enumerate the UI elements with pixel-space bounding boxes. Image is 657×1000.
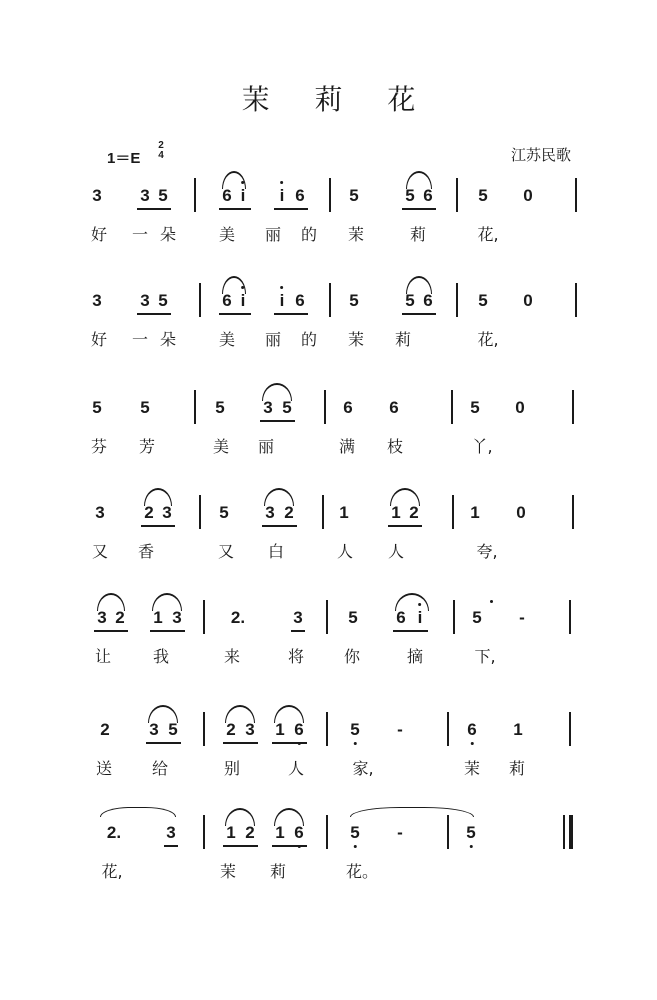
lyric: 摘 — [406, 647, 424, 666]
note: 6 — [222, 186, 232, 205]
note: 6 — [222, 291, 232, 310]
lyric: 花, — [101, 862, 123, 881]
note: 5 — [168, 720, 178, 739]
time-sig-denominator: 4 — [158, 150, 164, 161]
lyric: 又 — [91, 542, 109, 561]
note: 1 — [391, 503, 401, 522]
barline — [456, 178, 458, 212]
note: 6 — [467, 720, 476, 740]
note: - — [519, 608, 525, 627]
lyric: 枝 — [386, 437, 404, 456]
note: 6 — [295, 291, 305, 310]
note: 5 — [470, 398, 480, 417]
note: 2 — [284, 503, 294, 522]
note: - — [397, 823, 403, 842]
note: 5 — [350, 720, 359, 740]
note: 3 — [92, 186, 102, 205]
note: 3 — [149, 720, 159, 739]
note: 1 — [470, 503, 480, 522]
eighth-beam — [223, 742, 258, 744]
note: 1 — [339, 503, 349, 522]
eighth-beam — [393, 630, 428, 632]
lyric: 家, — [352, 759, 374, 778]
lyric: 丫, — [471, 437, 493, 456]
lyric: 人 — [336, 542, 354, 561]
lyric: 莉 — [394, 330, 412, 349]
final-barline-thick — [569, 815, 573, 849]
note: 3 — [92, 291, 102, 310]
barline — [326, 712, 328, 746]
eighth-beam — [94, 630, 128, 632]
lyric: 美 — [218, 225, 236, 244]
lyric: 莉 — [409, 225, 427, 244]
lyric: 你 — [343, 647, 361, 666]
lyric: 香 — [137, 542, 155, 561]
barline — [326, 815, 328, 849]
staccato-dot — [490, 600, 493, 603]
lyric: 好 — [90, 330, 108, 349]
note: 3 — [263, 398, 273, 417]
note: 6 — [423, 291, 433, 310]
lyric: 莉 — [269, 862, 287, 881]
note: 5 — [405, 291, 415, 310]
barline — [329, 178, 331, 212]
lyric: 别 — [223, 759, 241, 778]
lyric: 茉 — [347, 225, 365, 244]
score-row-7 — [0, 815, 657, 935]
score-row-1 — [0, 178, 657, 298]
note: 6 — [396, 608, 406, 627]
note: 1 — [513, 720, 523, 739]
barline — [575, 178, 577, 212]
note: 6 — [294, 823, 303, 843]
final-barline-thin — [563, 815, 565, 849]
lyric: 茉 — [463, 759, 481, 778]
note: i — [280, 291, 285, 311]
note: 5 — [158, 186, 168, 205]
lyric: 将 — [287, 647, 305, 666]
eighth-beam — [137, 313, 171, 315]
barline — [569, 600, 571, 634]
lyric: 一朵 — [131, 330, 189, 349]
note: 2 — [100, 720, 110, 739]
score-row-5 — [0, 600, 657, 720]
lyric: 花。 — [345, 862, 379, 881]
score-row-6 — [0, 712, 657, 832]
lyric: 丽的 — [264, 330, 338, 349]
lyric: 让 — [94, 647, 112, 666]
score-row-4 — [0, 495, 657, 615]
note: 3 — [162, 503, 172, 522]
lyric: 又 — [217, 542, 235, 561]
barline — [569, 712, 571, 746]
note: 5 — [478, 186, 488, 205]
lyric: 莉 — [508, 759, 526, 778]
barline — [194, 178, 196, 212]
lyric: 来 — [223, 647, 241, 666]
note: 2 — [226, 720, 236, 739]
note: 3 — [293, 608, 303, 627]
note: 2 — [245, 823, 255, 842]
lyric: 茉 — [219, 862, 237, 881]
song-origin: 江苏民歌 — [511, 146, 572, 164]
lyric: 美 — [218, 330, 236, 349]
barline — [447, 712, 449, 746]
lyric: 人 — [287, 759, 305, 778]
eighth-beam — [223, 845, 258, 847]
lyric: 花, — [477, 225, 499, 244]
lyric: 夸, — [476, 542, 498, 561]
note: 0 — [523, 186, 533, 205]
barline — [199, 495, 201, 529]
note: 2. — [106, 823, 122, 842]
eighth-beam — [141, 525, 175, 527]
eighth-beam — [219, 208, 251, 210]
barline — [203, 712, 205, 746]
eighth-beam — [164, 845, 178, 847]
eighth-beam — [150, 630, 185, 632]
key-signature: 1＝E — [107, 150, 141, 167]
note: - — [397, 720, 403, 739]
eighth-beam — [402, 208, 436, 210]
note: 3 — [140, 291, 150, 310]
note: 5 — [405, 186, 415, 205]
note: 6 — [389, 398, 399, 417]
note: 5 — [158, 291, 168, 310]
lyric: 给 — [151, 759, 169, 778]
eighth-beam — [146, 742, 181, 744]
score-row-3 — [0, 390, 657, 510]
note: 2 — [144, 503, 154, 522]
barline — [329, 283, 331, 317]
eighth-beam — [291, 630, 305, 632]
eighth-beam — [272, 845, 307, 847]
lyric: 茉 — [347, 330, 365, 349]
barline — [326, 600, 328, 634]
barline — [324, 390, 326, 424]
lyric: 丽 — [257, 437, 275, 456]
note: 5 — [92, 398, 102, 417]
barline — [575, 283, 577, 317]
lyric: 我 — [152, 647, 170, 666]
lyric: 满 — [338, 437, 356, 456]
note: 5 — [466, 823, 475, 843]
note: 3 — [95, 503, 105, 522]
eighth-beam — [274, 208, 308, 210]
barline — [456, 283, 458, 317]
lyric: 送 — [95, 759, 113, 778]
note: 0 — [515, 398, 525, 417]
note: 0 — [523, 291, 533, 310]
lyric: 白 — [267, 542, 285, 561]
note: 6 — [343, 398, 353, 417]
note: 5 — [140, 398, 150, 417]
eighth-beam — [274, 313, 308, 315]
barline — [322, 495, 324, 529]
barline — [194, 390, 196, 424]
note: 1 — [153, 608, 163, 627]
lyric: 芬 — [90, 437, 108, 456]
lyric: 芳 — [138, 437, 156, 456]
note: 5 — [350, 823, 359, 843]
note: 5 — [348, 608, 358, 627]
eighth-beam — [260, 420, 295, 422]
note: 1 — [275, 823, 285, 842]
lyric: 美 — [212, 437, 230, 456]
eighth-beam — [219, 313, 251, 315]
barline — [572, 390, 574, 424]
note: 0 — [516, 503, 526, 522]
note: 3 — [140, 186, 150, 205]
eighth-beam — [402, 313, 436, 315]
note: 5 — [219, 503, 229, 522]
barline — [199, 283, 201, 317]
lyric: 丽的 — [264, 225, 338, 244]
note: 1 — [226, 823, 236, 842]
barline — [572, 495, 574, 529]
eighth-beam — [137, 208, 171, 210]
note: 2. — [230, 608, 246, 627]
barline — [451, 390, 453, 424]
time-signature — [156, 141, 166, 161]
note: 6 — [295, 186, 305, 205]
lyric: 下, — [474, 647, 496, 666]
tie-slur — [100, 807, 176, 817]
note: 3 — [166, 823, 176, 842]
barline — [203, 815, 205, 849]
time-sig-numerator: 2 — [158, 140, 164, 151]
score-row-2 — [0, 283, 657, 403]
eighth-beam — [388, 525, 422, 527]
note: i — [280, 186, 285, 206]
note: i — [418, 608, 423, 628]
song-title: 茉 莉 花 — [241, 83, 434, 116]
note: 6 — [294, 720, 303, 740]
note: 5 — [282, 398, 292, 417]
note: 5 — [349, 291, 359, 310]
lyric: 花, — [477, 330, 499, 349]
barline — [452, 495, 454, 529]
eighth-beam — [262, 525, 297, 527]
note: 2 — [409, 503, 419, 522]
note: i — [241, 186, 246, 206]
note: 2 — [115, 608, 125, 627]
eighth-beam — [272, 742, 307, 744]
note: i — [241, 291, 246, 311]
lyric: 人 — [387, 542, 405, 561]
note: 6 — [423, 186, 433, 205]
note: 5 — [472, 608, 482, 627]
note: 5 — [349, 186, 359, 205]
note: 1 — [275, 720, 285, 739]
barline — [447, 815, 449, 849]
note: 3 — [172, 608, 182, 627]
note: 5 — [215, 398, 225, 417]
note: 5 — [478, 291, 488, 310]
lyric: 一朵 — [131, 225, 189, 244]
barline — [453, 600, 455, 634]
note: 3 — [97, 608, 107, 627]
tie-slur — [350, 807, 474, 817]
barline — [203, 600, 205, 634]
lyric: 好 — [90, 225, 108, 244]
note: 3 — [245, 720, 255, 739]
note: 3 — [265, 503, 275, 522]
